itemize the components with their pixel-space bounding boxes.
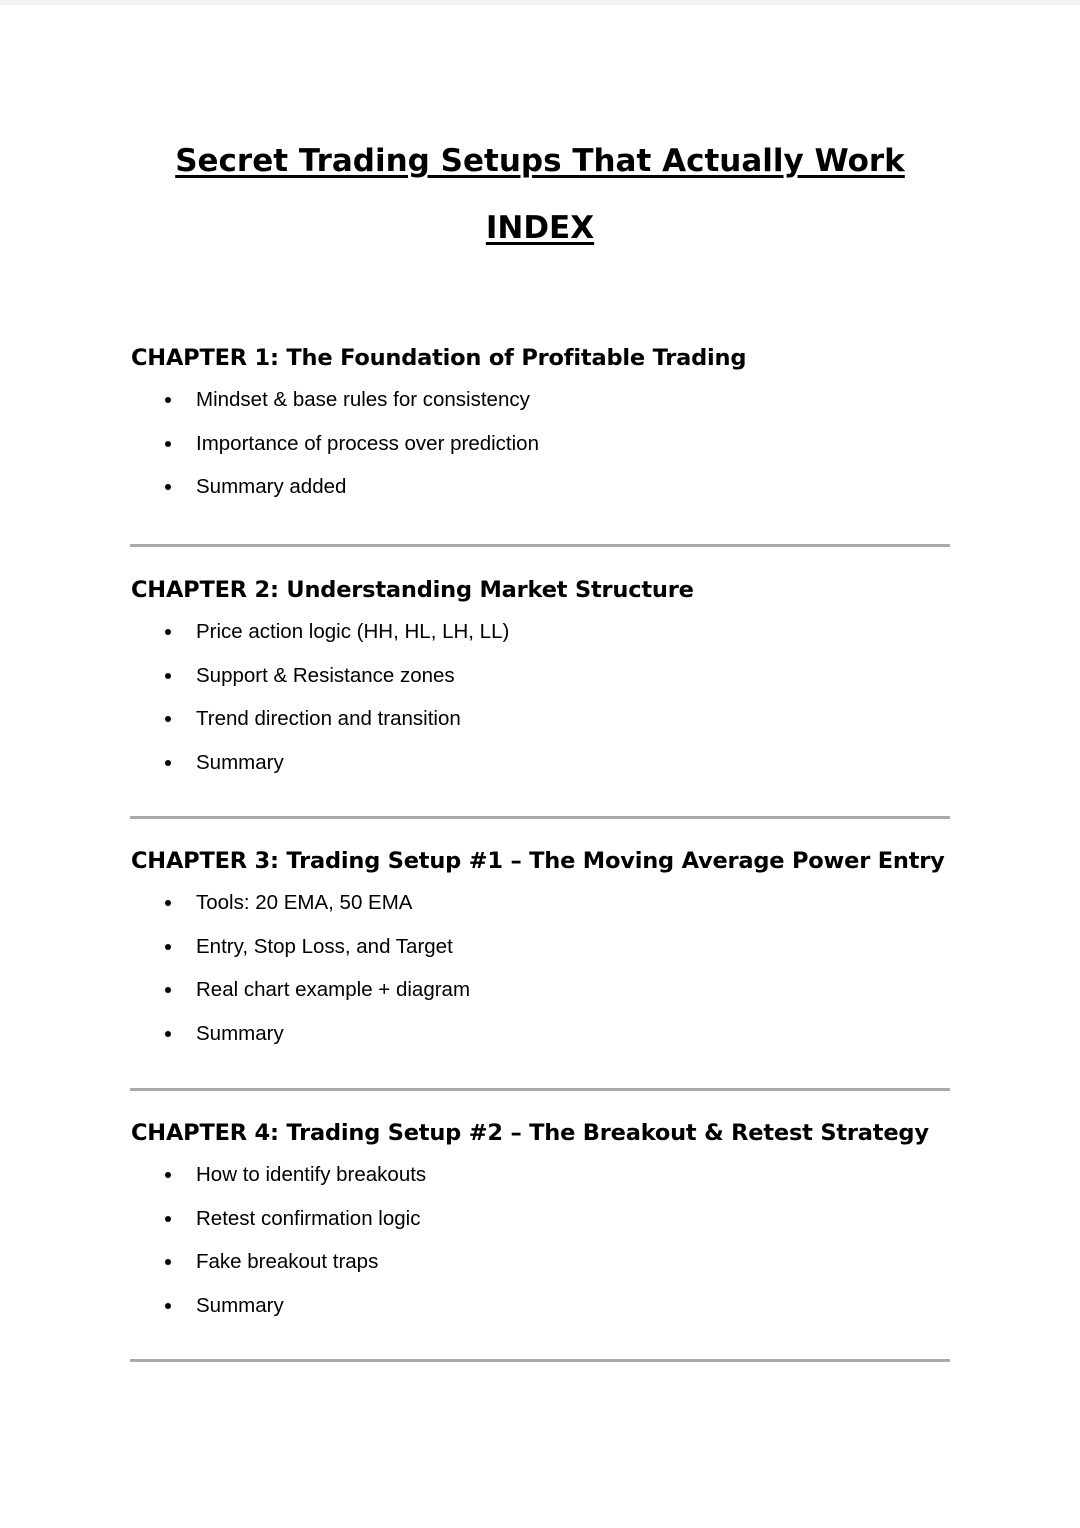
bullet-icon bbox=[165, 716, 171, 722]
list-item-text: Trend direction and transition bbox=[196, 707, 461, 731]
bullet-icon bbox=[165, 900, 171, 906]
chapter-1 bbox=[131, 342, 950, 517]
list-item-text: How to identify breakouts bbox=[196, 1163, 427, 1186]
list-item-text: Summary bbox=[196, 1022, 284, 1046]
list-item bbox=[131, 1205, 950, 1249]
bullet-icon bbox=[165, 1031, 171, 1037]
list-item bbox=[131, 1292, 950, 1336]
bullet-icon bbox=[165, 760, 171, 766]
bullet-icon bbox=[165, 987, 171, 993]
list-item bbox=[131, 705, 950, 749]
bullet-icon bbox=[165, 1303, 171, 1309]
list-item-text: Retest confirmation logic bbox=[196, 1206, 421, 1230]
list-item-text: Tools: 20 EMA, 50 EMA bbox=[196, 891, 413, 914]
chapter-item-list bbox=[131, 889, 950, 1064]
list-item bbox=[131, 1248, 950, 1292]
chapter-heading: CHAPTER 1: The Foundation of Profitable Trading bbox=[131, 345, 747, 371]
chapter-item-list bbox=[131, 618, 950, 793]
chapter-item-list bbox=[131, 1161, 950, 1336]
list-item bbox=[131, 1161, 950, 1205]
page-top-edge bbox=[0, 0, 1080, 5]
list-item-text: Price action logic (HH, HL, LH, LL) bbox=[196, 620, 510, 643]
bullet-icon bbox=[165, 1216, 171, 1222]
section-divider bbox=[130, 1088, 950, 1091]
bullet-icon bbox=[165, 629, 171, 635]
list-item-text: Importance of process over prediction bbox=[196, 431, 539, 455]
bullet-icon bbox=[165, 441, 171, 447]
chapter-2 bbox=[131, 574, 950, 793]
bullet-icon bbox=[165, 1259, 171, 1265]
list-item bbox=[131, 749, 950, 793]
chapter-4 bbox=[131, 1117, 950, 1336]
list-item bbox=[131, 662, 950, 706]
chapter-3 bbox=[131, 845, 950, 1064]
list-item bbox=[131, 1020, 950, 1064]
document-title: Secret Trading Setups That Actually Work bbox=[175, 143, 905, 179]
list-item bbox=[131, 386, 950, 430]
list-item bbox=[131, 618, 950, 662]
list-item-text: Support & Resistance zones bbox=[196, 663, 455, 687]
list-item bbox=[131, 933, 950, 977]
list-item bbox=[131, 976, 950, 1020]
list-item-text: Summary added bbox=[196, 475, 347, 499]
list-item-text: Real chart example + diagram bbox=[196, 978, 471, 1002]
chapter-item-list bbox=[131, 386, 950, 517]
bullet-icon bbox=[165, 673, 171, 679]
chapter-heading: CHAPTER 2: Understanding Market Structure bbox=[131, 577, 694, 603]
bullet-icon bbox=[165, 944, 171, 950]
list-item-text: Entry, Stop Loss, and Target bbox=[196, 934, 453, 958]
list-item-text: Mindset & base rules for consistency bbox=[196, 388, 530, 411]
section-divider bbox=[130, 544, 950, 547]
section-divider bbox=[130, 1359, 950, 1362]
list-item-text: Summary bbox=[196, 1294, 284, 1318]
list-item bbox=[131, 889, 950, 933]
chapter-heading: CHAPTER 3: Trading Setup #1 – The Moving Average Power Entry bbox=[131, 848, 945, 874]
section-divider bbox=[130, 816, 950, 819]
index-heading: INDEX bbox=[485, 210, 595, 246]
bullet-icon bbox=[165, 1172, 171, 1178]
list-item bbox=[131, 430, 950, 474]
list-item-text: Fake breakout traps bbox=[196, 1250, 379, 1274]
chapter-heading: CHAPTER 4: Trading Setup #2 – The Breakout & Retest Strategy bbox=[131, 1120, 929, 1146]
bullet-icon bbox=[165, 484, 171, 490]
list-item bbox=[131, 473, 950, 517]
list-item-text: Summary bbox=[196, 751, 284, 775]
bullet-icon bbox=[165, 397, 171, 403]
